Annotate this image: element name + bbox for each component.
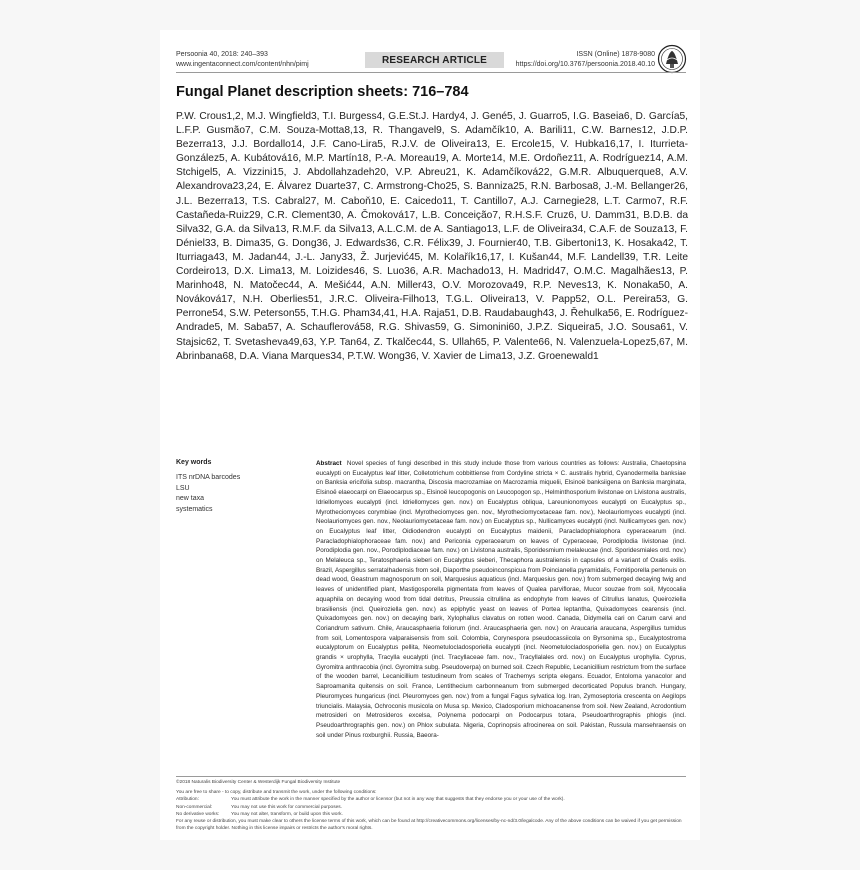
- license-intro: You are free to share - to copy, distribute and transmit the work, under the following conditions:: [176, 790, 377, 796]
- keyword-item: LSU: [176, 484, 190, 492]
- abstract-text: Novel species of fungi described in this study include those from various countries as follows: Australia, Chaetopsina eucalypti on Eucalyptus leaf litter, Colletotrichum cobbittiense from Cordyline stricta × C. australis hybrid, Cyanodermella banksiae on Banksia ericifolia subsp. macrantha, Discosia macrozamiae on Macrozamia miquelii, Elsinoë banksiigena on Banksia marginata, Elsinoë elaeocarpi on Elaeocarpus sp., Elsinoë leucopogonis on Leucopogon sp., Helminthosporium livistonae on Livistona australis, Idriellomyces eucalypti (incl. Idriellomyces gen. nov.) on Eucalyptus obliqua, Lareunionomyces eucalypti on Eucalyptus sp., Myrotheciomyces corymbiae (incl. Myrotheciomyces gen. nov., Myrotheciomycetaceae fam. nov.), Neolauriomyces eucalypti (incl. Neolauriomyces gen. nov., Neolauriomycetaceae fam. nov.) on Eucalyptus sp., Nullicamyces eucalypti (incl. Nullicamyces gen. nov.) on Eucalyptus leaf litter, Oidiodendron eucalypti on Eucalyptus maidenii, Paracladophialophora cyperacearum (incl. Paracladophialophoraceae fam. nov.) and Periconia cyperacearum on leaves of Cyperaceae, Porodiplodia livistonae (incl. Porodiplodia gen. nov., Porodiplodiaceae fam. nov.) on Livistona australis, Sporidesmium melaleucae (incl. Sporidesmiales ord. nov.) on Melaleuca sp., Teratosphaeria sieberi on Eucalyptus sieberi, Thecaphora australiensis in capsules of a variant of Oxalis exilis. Brazil, Aspergillus serratalhadensis from soil, Diaporthe pseudoinconspicua from Poincianella pyramidalis, Fomitiporella pertenuis on dead wood, Geastrum magnosporum on soil, Marquesius aquaticus (incl. Marquesius gen. nov.) from submerged decaying twig and leaves of unidentified plant, Mastigosporella pigmentata from leaves of Qualea parviflorae, Mucor souzae from soil, Mycocalia aquaphila on decaying wood from tidal detritus, Preussia citrullina as endophyte from leaves of Citrullus lanatus, Queiroziella brasiliensis (incl. Queiroziella gen. nov.) as epiphytic yeast on leaves of Portea leptantha, Quixadomyces cearensis (incl. Quixadomyces gen. nov.) on decaying bark, Xylophallus clavatus on rotten wood. Canada, Didymella cari on Carum carvi and Coriandrum sativum. Chile, Araucasphaeria foliorum (incl. Araucasphaeria gen. nov.) on Araucaria araucana, Aspergillus tumidus from soil, Lomentospora valparaisensis from soil. Colombia, Corynespora pseudocassiicola on Byrsonima sp., Eucalyptostroma eucalyptorum on Eucalyptus pellita, Neometulocladosporiella eucalypti (incl. Neometulocladosporiella gen. nov.) on Eucalyptus grandis × urophylla, Tracylla eucalypti (incl. Tracyllaceae fam. nov., Tracyllalales ord. nov.) on Eucalyptus urophylla. Cyprus, Gyromitra anthracobia (incl. Gyromitra subg. Pseudoverpa) on burned soil. Czech Republic, Lecanicillium restrictum from the surface of the wooden barrel, Lecanicillium testudineum from scales of Trachemys scripta elegans. Ecuador, Entoloma yanacolor and Saproamanita quitensis on soil. France, Lentithecium carbonneanum from submerged decorticated Populus branch. Hungary, Pleuromyces hungaricus (incl. Pleuromyces gen. nov.) from a fungal Fagus sylvatica log. Iran, Zymoseptoria crescenta on Aegilops triuncialis. Malaysia, Ochroconis musicola on Musa sp. Mexico, Cladosporium michoacanense from soil. New Zealand, Acrodontium metrosideri on Metrosideros excelsa, Polynema podocarpi on Podocarpus totara, Pseudoarthrographis phlogis (incl. Pseudoarthrographis gen. nov.) on Phlox subulata. Nigeria, Coprinopsis afrocinerea on soil. Pakistan, Russula mansehraensis on soil under Pinus roxburghii. Russia, Baeora-: [316, 460, 687, 739]
- keywords-heading: Key words: [176, 459, 212, 466]
- license-condition: [176, 811, 686, 818]
- condition-key: Non-commercial:: [176, 804, 213, 810]
- doi-link[interactable]: https://doi.org/10.3767/persoonia.2018.40.10: [515, 61, 655, 68]
- issn: ISSN (Online) 1878-9080: [576, 51, 655, 58]
- header-rule: [176, 72, 686, 73]
- keyword-item: new taxa: [176, 495, 205, 502]
- condition-key: No derivative works:: [176, 811, 220, 817]
- condition-key: Attribution:: [176, 797, 199, 803]
- author-list: P.W. Crous1,2, M.J. Wingfield3, T.I. Burgess4, G.E.St.J. Hardy4, J. Gené5, J. Guarro5, I.G. Baseia6, D. García5, L.F.P. Gusmão7, C.M. Souza-Motta8,13, R. Thangavel9, S. Adamčík10, A. Barili11, C.W. Barnes12, J.D.P. Bezerra13, J.J. Bordallo14, J.F. Cano-Lira5, R.J.V. de Oliveira13, E. Ercole15, V. Hubka16,17, I. Iturrieta-González5, A. Kubátová16, M.P. Martín18, P.-A. Moreau19, A. Morte14, M.E. Ordoñez11, A. Rodríguez14, A.M. Stchigel5, A. Vizzini15, J. Abdollahzadeh20, V.P. Abreu21, K. Adamčíková22, G.M.R. Albuquerque8, A.V. Alexandrova23,24, E. Álvarez Duarte37, C. Armstrong-Cho25, S. Banniza25, R.N. Barbosa8, J.-M. Bellanger26, J.L. Bezerra13, T.S. Cabral27, M. Caboň10, E. Caicedo11, T. Cantillo7, A.J. Carnegie28, L.T. Carmo7, R.F. Castañeda-Ruiz29, C.R. Clement30, A. Čmoková17, L.B. Conceição7, R.H.S.F. Cruz6, U. Damm31, B.D.B. da Silva32, G.A. da Silva13, R.M.F. da Silva13, A.L.C.M. de A. Santiago13, L.F. de Oliveira34, C.A.F. de Souza13, F. Déniel33, B. Dima35, G. Dong36, J. Edwards36, C.R. Félix39, J. Fournier40, T.B. Gibertoni13, K. Hosaka42, T. Iturriaga43, M. Jadan44, J.-L. Jany33, Ž. Jurjević45, M. Kolařík16,17, I. Kušan44, M.F. Landell39, T.R. Leite Cordeiro13, D.X. Lima13, M. Loizides46, S. Luo36, A.R. Machado13, H. Madrid47, O.M.C. Magalhães13, P. Marinho48, N. Matočec44, A. Mešić44, A.N. Miller43, O.V. Morozova49, R.P. Neves13, K. Nonaka50, A. Nováková17, N.H. Oberlies51, J.R.C. Oliveira-Filho13, T.G.L. Oliveira13, V. Papp52, O.L. Pereira53, G. Perrone54, S.W. Peterson55, T.H.G. Pham34,41, H.A. Raja51, D.B. Raudabaugh43, J. Řehulka56, E. Rodríguez-Andrade5, M. Saba57, A. Schauflerová58, R.G. Shivas59, G. Simonini60, J.P.Z. Siqueira5, J.O. Sousa61, V. Stajsic62, T. Svetasheva49,63, Y.P. Tan64, Z. Tkalčec44, S. Ullah65, P. Valente66, N. Valenzuela-Lopez5,67, M. Abrinbana68, D.A. Viana Marques34, P.T.W. Wong36, V. Xavier de Lima13, J.Z. Groenewald1: [176, 111, 688, 362]
- keyword-item: systematics: [176, 505, 213, 513]
- persoonia-logo-icon: [657, 44, 687, 74]
- license-reuse: For any reuse or distribution, you must make clear to others the license terms of this work, which can be found at http://creativecommons.org/licenses/by-nc-nd/3.0/legalcode. Any of the above conditions can be waived if you get permission from the copyright holder. Nothing in this license impairs or restricts the author's moral rights.: [176, 819, 682, 832]
- license-condition: [176, 796, 686, 803]
- abstract: [316, 459, 686, 740]
- keywords-list: [176, 473, 240, 515]
- abstract-label: Abstract: [316, 460, 342, 467]
- copyright-line: ©2018 Naturalis Biodiversity Center & Westerdijk Fungal Biodiversity Institute: [176, 780, 341, 785]
- journal-volume: Persoonia 40, 2018: 240–393: [176, 51, 268, 58]
- journal-info: [176, 50, 309, 70]
- journal-url[interactable]: www.ingentaconnect.com/content/nhn/pimj: [176, 61, 309, 68]
- article-title: Fungal Planet description sheets: 716–784: [176, 84, 469, 100]
- footer-rule: [176, 776, 686, 777]
- issn-info: [515, 50, 655, 70]
- condition-value: You may not use this work for commercial purposes.: [231, 804, 342, 810]
- keyword-item: ITS nrDNA barcodes: [176, 474, 241, 481]
- license-footer: [176, 779, 686, 832]
- condition-value: You must attribute the work in the manner specified by the author or licensor (but not in any way that suggests that they endorse you or your use of the work).: [231, 797, 565, 803]
- condition-value: You may not alter, transform, or build upon this work.: [231, 811, 343, 817]
- research-article-badge: RESEARCH ARTICLE: [365, 52, 504, 68]
- license-condition: [176, 804, 686, 811]
